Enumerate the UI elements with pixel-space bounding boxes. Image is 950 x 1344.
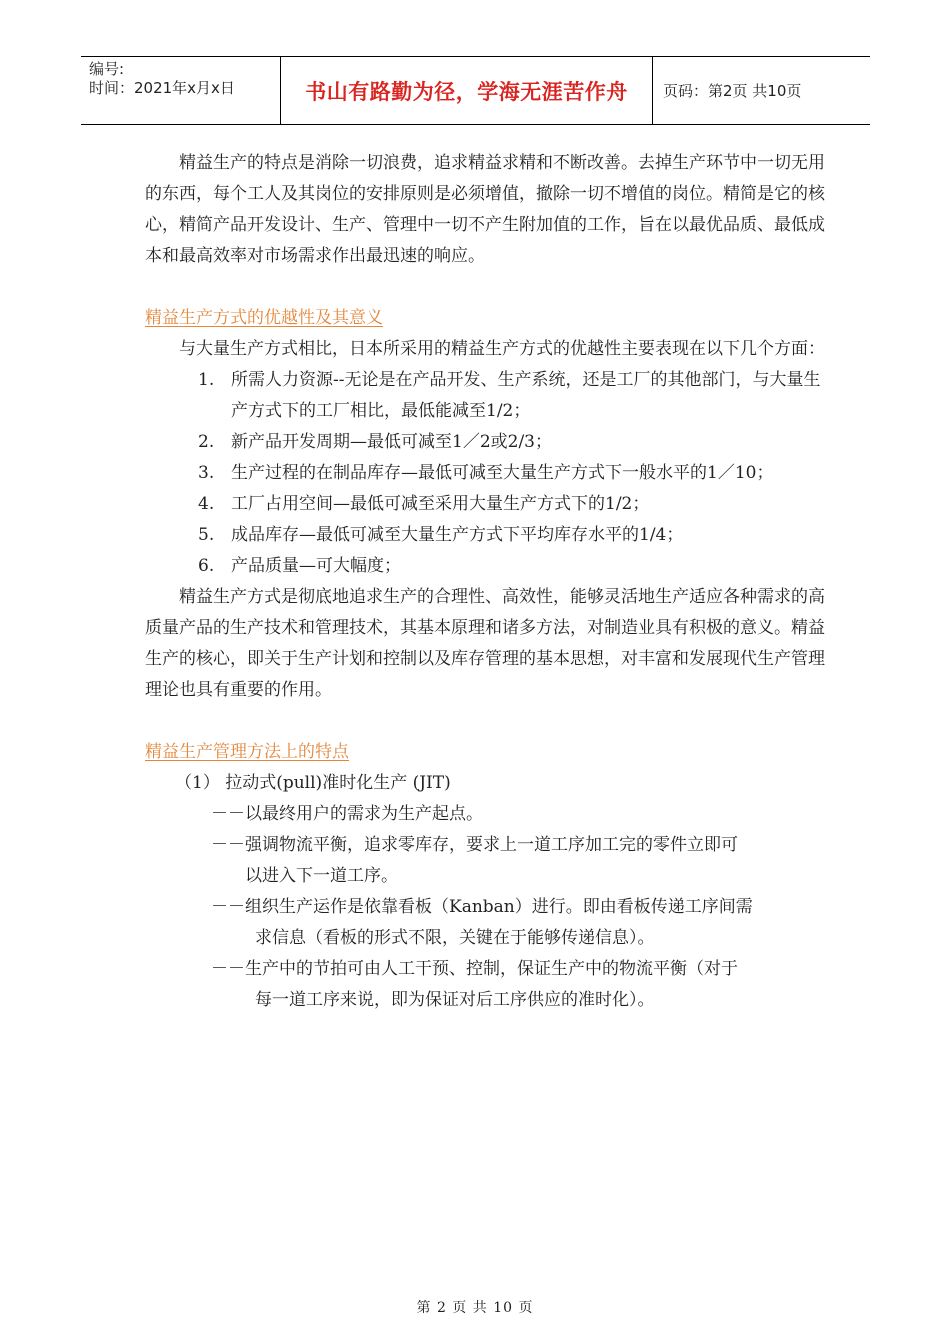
intro-paragraph: 精益生产的特点是消除一切浪费，追求精益求精和不断改善。去掉生产环节中一切无用的东西，每个工人及其岗位的安排原则是必须增值，撤除一切不增值的岗位。精简是它的核心，精简产品开发设计、生产、管理中一切不产生附加值的工作，旨在以最优品质、最低成本和最高效率对市场需求作出最迅速的响应。 <box>145 153 825 266</box>
section-intro: 与大量生产方式相比，日本所采用的精益生产方式的优越性主要表现在以下几个方面： <box>179 339 825 359</box>
advantages-list <box>145 365 825 582</box>
page-header <box>81 56 870 125</box>
motto-text: 书山有路勤为径，学海无涯苦作舟 <box>305 79 628 104</box>
dash-point: －－以最终用户的需求为生产起点。 <box>211 804 483 824</box>
dash-point: －－强调物流平衡，追求零库存，要求上一道工序加工完的零件立即可 以进入下一道工序。 <box>211 835 738 886</box>
jit-subtitle: （1） 拉动式(pull)准时化生产 (JIT) <box>175 773 451 793</box>
spacer <box>145 272 825 303</box>
header-left-cell <box>81 57 281 124</box>
list-item: 4. 工厂占用空间—最低可减至采用大量生产方式下的1/2； <box>198 494 650 514</box>
list-item: 5. 成品库存—最低可减至大量生产方式下平均库存水平的1/4； <box>198 525 684 545</box>
dash-point: －－生产中的节拍可由人工干预、控制，保证生产中的物流平衡（对于 每一道工序来说，即为保证对后工序供应的准时化）。 <box>211 959 738 1010</box>
date-label: 时间：2021年x月x日 <box>89 79 235 97</box>
spacer <box>145 706 825 737</box>
list-item: 2. 新产品开发周期—最低可减至1／2或2/3； <box>198 432 552 452</box>
list-item: 3. 生产过程的在制品库存—最低可减至大量生产方式下一般水平的1／10； <box>198 463 774 483</box>
header-motto-cell <box>281 57 653 124</box>
section-heading-advantages: 精益生产方式的优越性及其意义 <box>145 308 383 328</box>
list-item: 1. 所需人力资源--无论是在产品开发、生产系统，还是工厂的其他部门，与大量生产方式下的工厂相比，最低能减至1/2； <box>198 370 821 421</box>
document-body <box>145 148 825 1016</box>
header-page-cell <box>653 57 870 124</box>
list-item: 6. 产品质量—可大幅度； <box>198 556 401 576</box>
page-footer: 第 2 页 共 10 页 <box>416 1300 534 1316</box>
section-heading-methods: 精益生产管理方法上的特点 <box>145 742 349 762</box>
number-label: 编号: <box>89 60 125 78</box>
page-code: 页码：第2页 共10页 <box>663 82 802 100</box>
dash-point: －－组织生产运作是依靠看板（Kanban）进行。即由看板传递工序间需 求信息（看板的形式不限，关键在于能够传递信息）。 <box>211 897 753 948</box>
section-conclusion: 精益生产方式是彻底地追求生产的合理性、高效性，能够灵活地生产适应各种需求的高质量产品的生产技术和管理技术，其基本原理和诸多方法，对制造业具有积极的意义。精益生产的核心，即关于生产计划和控制以及库存管理的基本思想，对丰富和发展现代生产管理理论也具有重要的作用。 <box>145 587 825 700</box>
